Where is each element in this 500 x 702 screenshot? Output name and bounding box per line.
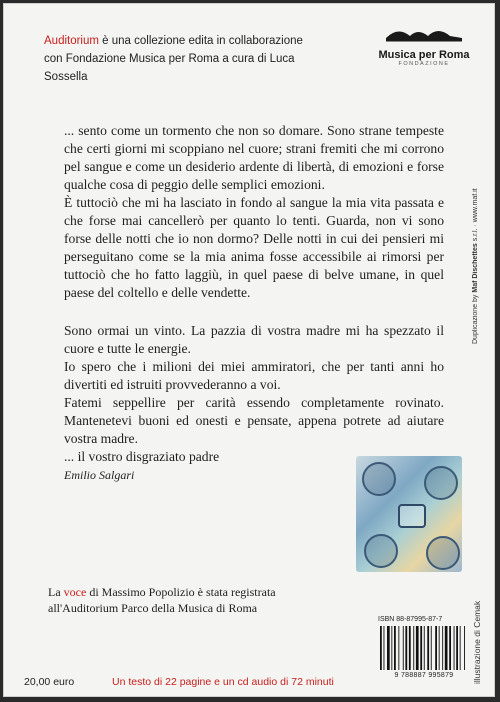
author-signature: Emilio Salgari xyxy=(64,468,135,482)
barcode-bar xyxy=(394,626,396,670)
barcode-bar xyxy=(442,626,443,670)
barcode-number: 9 788887 995879 xyxy=(394,672,454,679)
hologram-seal-icon xyxy=(364,534,398,568)
voice-recording-note: La voce di Massimo Popolizio è stata registrata all'Auditorium Parco della Musica di Roma xyxy=(48,585,276,615)
excerpt-sentence: Io spero che i milioni dei miei ammiratori, che per tanti anni ho divertiti ed istruiti provvederanno a voi. xyxy=(64,359,444,392)
maf-logo-icon xyxy=(398,504,426,528)
barcode-bar xyxy=(460,626,461,670)
barcode-bar xyxy=(439,626,440,670)
hologram-seal-icon xyxy=(424,466,458,500)
excerpt-sentence: ... il vostro disgraziato padre xyxy=(64,449,220,464)
hologram-seal-icon xyxy=(362,462,396,496)
logo-name: Musica per Roma xyxy=(378,49,470,61)
excerpt-sentence: Sono ormai un vinto. La pazzia di vostra madre mi ha spezzato il cuore e tutte le energie. xyxy=(64,323,444,356)
content-description: Un testo di 22 pagine e un cd audio di 72 minuti xyxy=(112,676,334,688)
isbn-number: ISBN 88-87995-87-7 xyxy=(378,616,443,623)
barcode-bar xyxy=(403,626,404,670)
excerpt-sentence: ... sento come un tormento che non so domare. Sono strane tempeste che certi giorni mi scoppiano nel cuore; strani fremiti che mi corrono pel sangue e come un desiderio ardente di libertà, di emozioni e forse qualche cosa di peggio delle semplici emozioni. xyxy=(64,123,444,192)
excerpt-sentence: È tuttociò che mi ha lasciato in fondo al sangue la mia vita passata e che forse mai cancellerò per quanto lo tenti. Guarda, non vi sono forse delle notti che io non dormo? Delle notti in cui dei pensieri mi perseguitano come se la mia anima fosse accessibile ai rimorsi per tuttociò che ho fatto laggiù, in quel paese di belve umane, in quel paese del coltello e delle vendette. xyxy=(64,195,444,300)
barcode-bar xyxy=(387,626,390,670)
barcode-bar xyxy=(427,626,429,670)
barcode-bar xyxy=(445,626,448,670)
barcode-bar xyxy=(409,626,411,670)
barcode-bar xyxy=(435,626,437,670)
excerpt-paragraph-1 xyxy=(64,122,444,302)
excerpt-sentence: Fatemi seppellire per carità essendo completamente rovinato. Mantenetevi buoni ed onesti e pensate, appena potrete ad aiutare vostra madre. xyxy=(64,395,444,446)
price: 20,00 euro xyxy=(24,676,75,688)
auditorium-roof-icon xyxy=(384,24,464,42)
barcode-icon xyxy=(378,626,470,670)
barcode-bar xyxy=(413,626,414,670)
voice-highlight: voce xyxy=(63,585,87,599)
barcode-bar xyxy=(405,626,407,670)
hologram-seal-icon xyxy=(426,536,460,570)
collection-line1: è una collezione edita in collaborazione xyxy=(98,35,303,47)
barcode-bar xyxy=(431,626,432,670)
logo-subtitle: FONDAZIONE xyxy=(398,61,450,67)
barcode-bar xyxy=(420,626,422,670)
musica-per-roma-logo xyxy=(376,24,472,67)
barcode-bar xyxy=(416,626,419,670)
barcode-bar xyxy=(464,626,465,670)
barcode-bar xyxy=(380,626,382,670)
barcode-bar xyxy=(398,626,399,670)
barcode-bar xyxy=(456,626,458,670)
barcode-bar xyxy=(391,626,392,670)
collection-name: Auditorium xyxy=(44,35,99,47)
book-back-cover xyxy=(3,3,495,697)
collection-line2: con Fondazione Musica per Roma a cura di Luca Sossella xyxy=(44,53,295,83)
barcode-bar xyxy=(424,626,425,670)
hologram-sticker xyxy=(356,456,462,572)
duplication-credit: Duplicazione by Maf Dischettes s.r.l. · www.maf.it xyxy=(472,188,479,344)
illustration-credit: illustrazione di Cemak xyxy=(472,600,482,684)
barcode-bar xyxy=(454,626,455,670)
barcode-bar xyxy=(384,626,385,670)
barcode-bar xyxy=(449,626,451,670)
collection-info xyxy=(44,32,324,86)
